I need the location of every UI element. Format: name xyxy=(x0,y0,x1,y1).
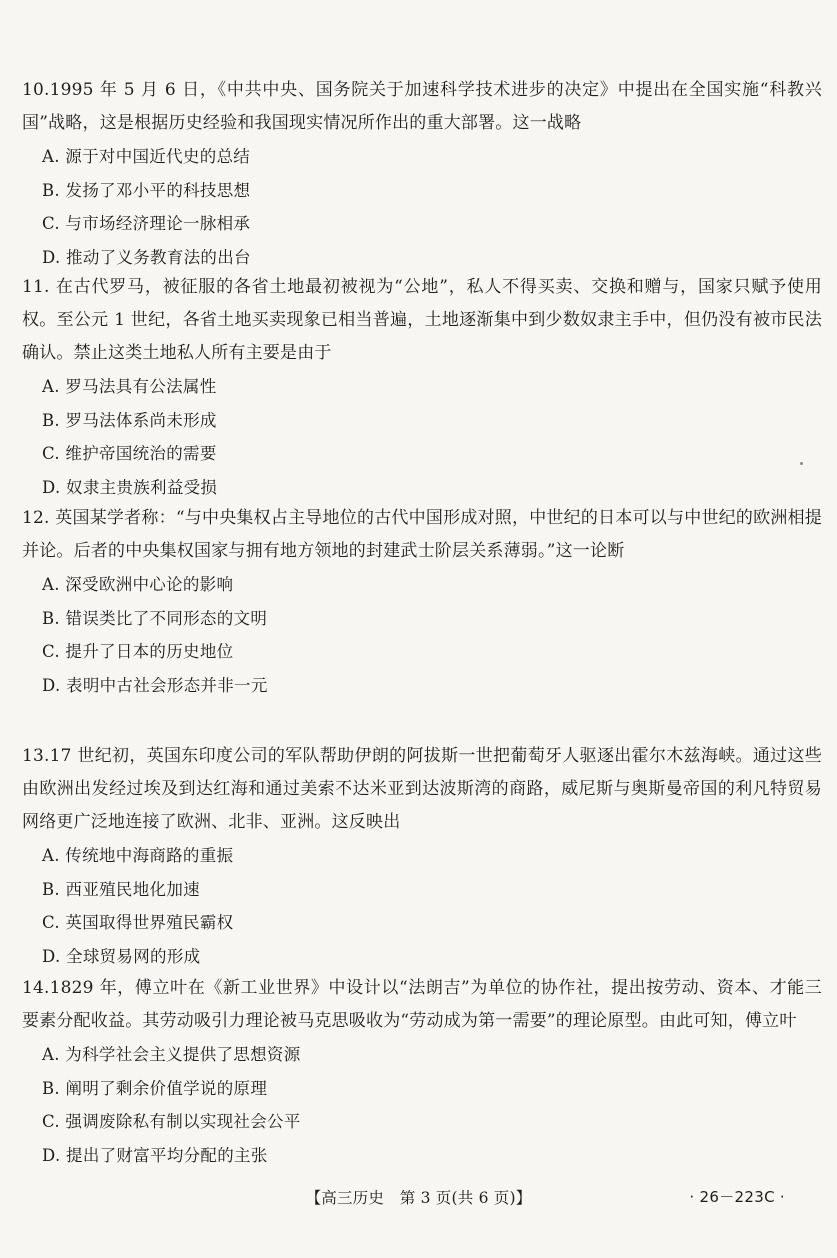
option-a[interactable]: A. 为科学社会主义提供了思想资源 xyxy=(42,1045,301,1064)
option-d[interactable]: D. 提出了财富平均分配的主张 xyxy=(42,1145,268,1165)
option-c[interactable]: C. 英国取得世界殖民霸权 xyxy=(42,913,234,932)
question-stem: 10.1995 年 5 月 6 日，《中共中央、国务院关于加速科学技术进步的决定》中提出在全国实施“科教兴国”战略，这是根据历史经验和我国现实情况所作出的重大部署。这一战略 xyxy=(22,80,822,133)
option-d[interactable]: D. 表明中古社会形态并非一元 xyxy=(42,675,268,695)
question-11 xyxy=(22,271,822,504)
option-c[interactable]: C. 强调废除私有制以实现社会公平 xyxy=(42,1112,301,1131)
option-c[interactable]: C. 维护帝国统治的需要 xyxy=(42,444,217,463)
question-12 xyxy=(22,502,822,702)
option-d[interactable]: D. 奴隶主贵族利益受损 xyxy=(42,477,218,497)
option-c[interactable]: C. 与市场经济理论一脉相承 xyxy=(42,214,251,233)
option-c[interactable]: C. 提升了日本的历史地位 xyxy=(42,642,234,661)
page-footer-label: 【高三历史 第 3 页(共 6 页)】 xyxy=(305,1189,532,1207)
option-a[interactable]: A. 源于对中国近代史的总结 xyxy=(42,147,251,166)
exam-code: · 26－223C · xyxy=(689,1188,785,1206)
option-b[interactable]: B. 阐明了剩余价值学说的原理 xyxy=(42,1078,268,1098)
question-stem: 12. 英国某学者称：“与中央集权占主导地位的古代中国形成对照，中世纪的日本可以与中世纪的欧洲相提并论。后者的中央集权国家与拥有地方领地的封建武士阶层关系薄弱。”这一论断 xyxy=(22,508,822,561)
question-13 xyxy=(22,740,822,973)
question-stem: 14.1829 年，傅立叶在《新工业世界》中设计以“法朗吉”为单位的协作社，提出按劳动、资本、才能三要素分配收益。其劳动吸引力理论被马克思吸收为“劳动成为第一需要”的理论原型。由此可知，傅立叶 xyxy=(22,978,822,1031)
question-14 xyxy=(22,972,822,1172)
option-b[interactable]: B. 错误类比了不同形态的文明 xyxy=(42,608,268,628)
scan-speck xyxy=(800,462,803,465)
option-b[interactable]: B. 罗马法体系尚未形成 xyxy=(42,410,217,430)
option-b[interactable]: B. 发扬了邓小平的科技思想 xyxy=(42,180,251,200)
option-d[interactable]: D. 推动了义务教育法的出台 xyxy=(42,247,251,267)
question-10 xyxy=(22,74,822,274)
question-stem: 13.17 世纪初，英国东印度公司的军队帮助伊朗的阿拔斯一世把葡萄牙人驱逐出霍尔木兹海峡。通过这些由欧洲出发经过埃及到达红海和通过美索不达米亚到达波斯湾的商路，威尼斯与奥斯曼帝国的利凡特贸易网络更广泛地连接了欧洲、北非、亚洲。这反映出 xyxy=(22,746,822,832)
option-a[interactable]: A. 深受欧洲中心论的影响 xyxy=(42,575,234,594)
option-d[interactable]: D. 全球贸易网的形成 xyxy=(42,946,201,966)
option-b[interactable]: B. 西亚殖民地化加速 xyxy=(42,879,200,899)
question-stem: 11. 在古代罗马，被征服的各省土地最初被视为“公地”，私人不得买卖、交换和赠与，国家只赋予使用权。至公元 1 世纪，各省土地买卖现象已相当普遍，土地逐渐集中到少数奴隶主手中，但仍没有被市民法确认。禁止这类土地私人所有主要是由于 xyxy=(22,277,822,363)
option-a[interactable]: A. 罗马法具有公法属性 xyxy=(42,377,217,396)
option-a[interactable]: A. 传统地中海商路的重振 xyxy=(42,846,234,865)
